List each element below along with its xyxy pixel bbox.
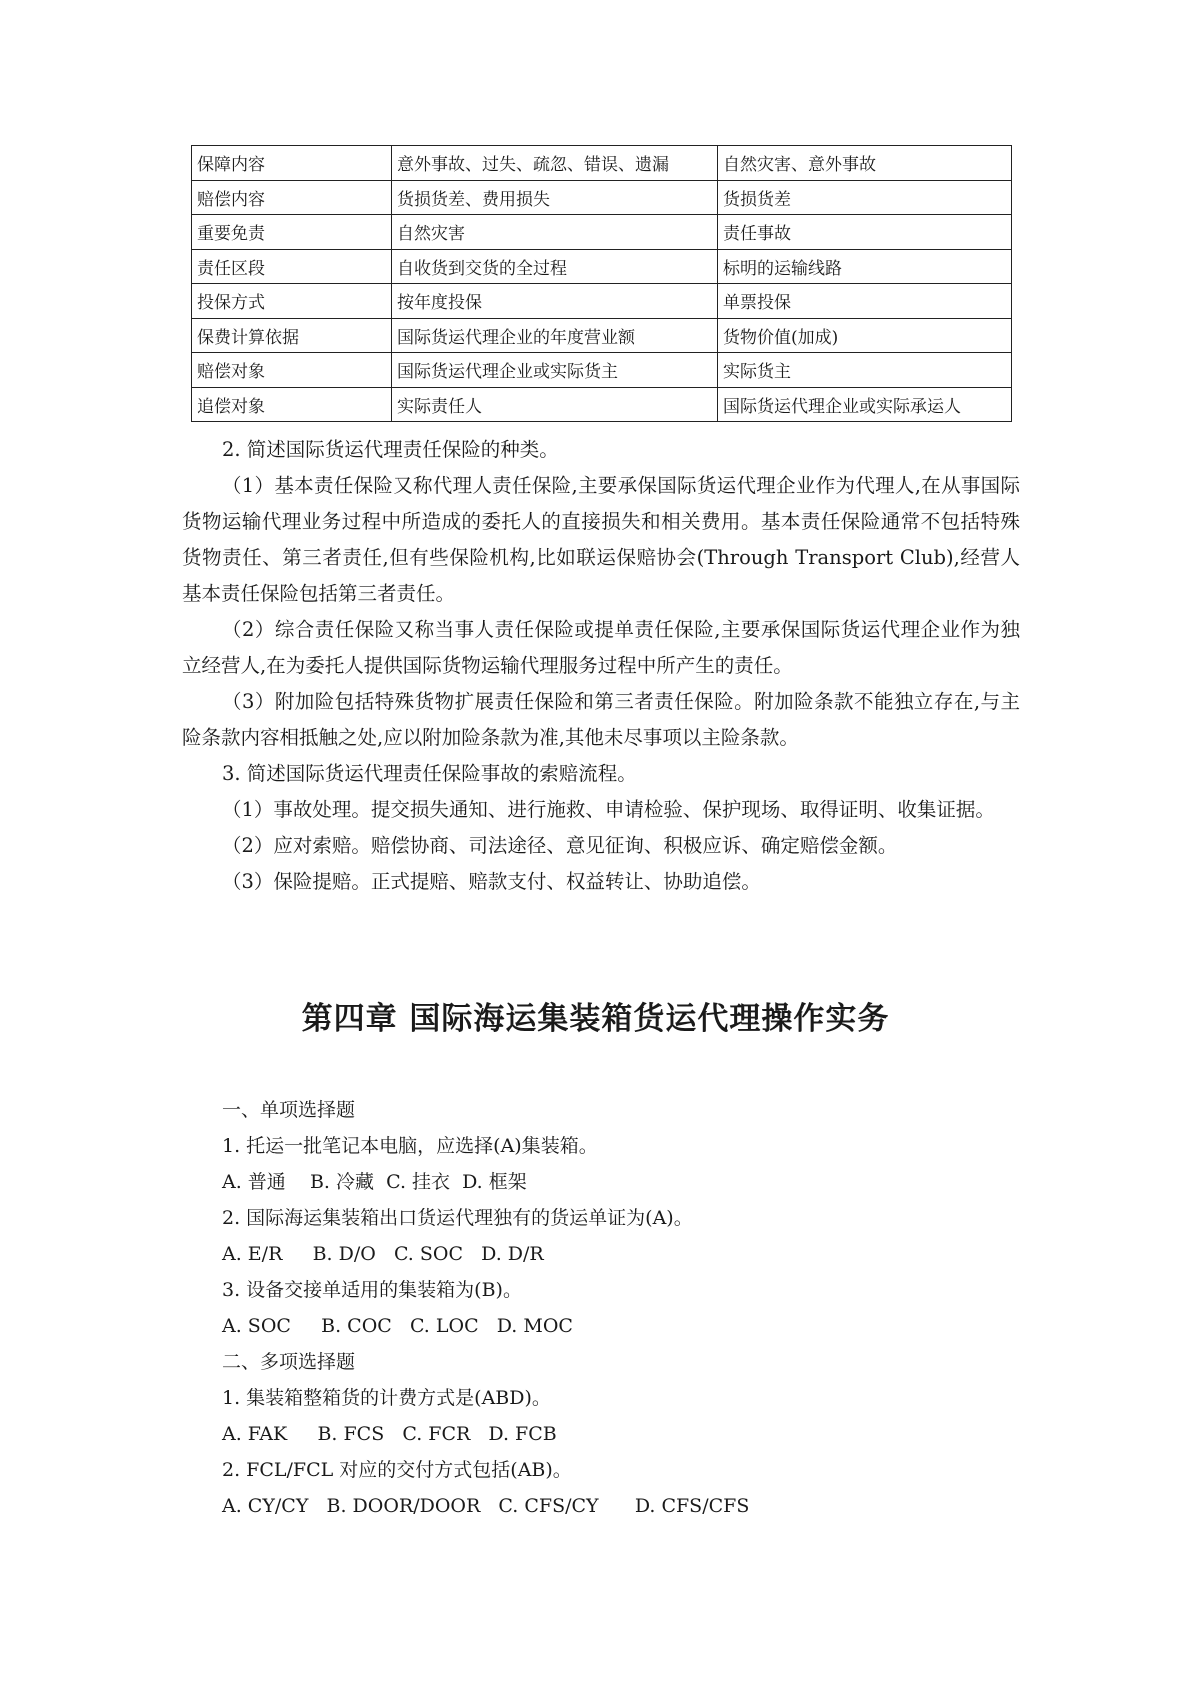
option-line: A. 普通 B. 冷藏 C. 挂衣 D. 框架 <box>222 1171 527 1193</box>
table-cell: 责任事故 <box>718 215 1012 250</box>
table-row <box>192 180 1012 215</box>
question-heading: 2. 简述国际货运代理责任保险的种类。 <box>222 438 559 461</box>
option-line: A. SOC B. COC C. LOC D. MOC <box>222 1315 573 1337</box>
section-heading: 一、单项选择题 <box>222 1099 356 1121</box>
option-line: A. FAK B. FCS C. FCR D. FCB <box>222 1423 557 1445</box>
table-cell: 国际货运代理企业或实际货主 <box>392 353 718 388</box>
question-item: 3. 设备交接单适用的集装箱为(B)。 <box>222 1279 522 1301</box>
table-cell: 按年度投保 <box>392 284 718 319</box>
option-line: A. E/R B. D/O C. SOC D. D/R <box>222 1243 544 1265</box>
table-cell: 单票投保 <box>718 284 1012 319</box>
answer-paragraph: （1）基本责任保险又称代理人责任保险,主要承保国际货运代理企业作为代理人,在从事国际货物运输代理业务过程中所造成的委托人的直接损失和相关费用。基本责任保险通常不包括特殊货物责任、第三者责任,但有些保险机构,比如联运保赔协会(Through Transport Club),经营人基本责任保险包括第三者责任。 <box>182 474 1020 605</box>
table-cell: 国际货运代理企业或实际承运人 <box>718 387 1012 422</box>
table-row <box>192 146 1012 181</box>
table-cell: 实际货主 <box>718 353 1012 388</box>
table-row <box>192 249 1012 284</box>
table-cell: 投保方式 <box>192 284 392 319</box>
table-cell: 责任区段 <box>192 249 392 284</box>
answer-paragraph: （2）应对索赔。赔偿协商、司法途径、意见征询、积极应诉、确定赔偿金额。 <box>222 834 898 857</box>
insurance-answers <box>182 432 1020 900</box>
table-cell: 赔偿对象 <box>192 353 392 388</box>
table-cell: 意外事故、过失、疏忽、错误、遗漏 <box>392 146 718 181</box>
question-item: 2. FCL/FCL 对应的交付方式包括(AB)。 <box>222 1459 572 1481</box>
table-row <box>192 318 1012 353</box>
table-cell: 追偿对象 <box>192 387 392 422</box>
table-body <box>192 146 1012 422</box>
question-item: 1. 托运一批笔记本电脑，应选择(A)集装箱。 <box>222 1135 598 1157</box>
table-cell: 保障内容 <box>192 146 392 181</box>
insurance-comparison-table <box>191 145 1012 422</box>
table-cell: 赔偿内容 <box>192 180 392 215</box>
table-cell: 重要免责 <box>192 215 392 250</box>
table-cell: 自收货到交货的全过程 <box>392 249 718 284</box>
option-line: A. CY/CY B. DOOR/DOOR C. CFS/CY D. CFS/CFS <box>222 1495 750 1517</box>
table-cell: 国际货运代理企业的年度营业额 <box>392 318 718 353</box>
table-row <box>192 215 1012 250</box>
table-cell: 标明的运输线路 <box>718 249 1012 284</box>
table-cell: 货物价值(加成) <box>718 318 1012 353</box>
answer-paragraph: （3）保险提赔。正式提赔、赔款支付、权益转让、协助追偿。 <box>222 870 761 893</box>
table-cell: 自然灾害 <box>392 215 718 250</box>
chapter-title: 第四章 国际海运集装箱货运代理操作实务 <box>301 1001 890 1037</box>
answer-paragraph: （2）综合责任保险又称当事人责任保险或提单责任保险,主要承保国际货运代理企业作为独立经营人,在为委托人提供国际货物运输代理服务过程中所产生的责任。 <box>182 618 1020 677</box>
table-row <box>192 284 1012 319</box>
question-list <box>222 1092 1002 1524</box>
table-cell: 货损货差、费用损失 <box>392 180 718 215</box>
table-cell: 自然灾害、意外事故 <box>718 146 1012 181</box>
question-heading: 3. 简述国际货运代理责任保险事故的索赔流程。 <box>222 762 637 785</box>
answer-paragraph: （3）附加险包括特殊货物扩展责任保险和第三者责任保险。附加险条款不能独立存在,与主险条款内容相抵触之处,应以附加险条款为准,其他未尽事项以主险条款。 <box>182 690 1020 749</box>
question-item: 2. 国际海运集装箱出口货运代理独有的货运单证为(A)。 <box>222 1207 693 1229</box>
answer-paragraph: （1）事故处理。提交损失通知、进行施救、申请检验、保护现场、取得证明、收集证据。 <box>222 798 995 821</box>
table-row <box>192 387 1012 422</box>
table-cell: 保费计算依据 <box>192 318 392 353</box>
table-cell: 货损货差 <box>718 180 1012 215</box>
section-heading: 二、多项选择题 <box>222 1351 356 1373</box>
question-item: 1. 集装箱整箱货的计费方式是(ABD)。 <box>222 1387 551 1409</box>
table-row <box>192 353 1012 388</box>
table-cell: 实际责任人 <box>392 387 718 422</box>
